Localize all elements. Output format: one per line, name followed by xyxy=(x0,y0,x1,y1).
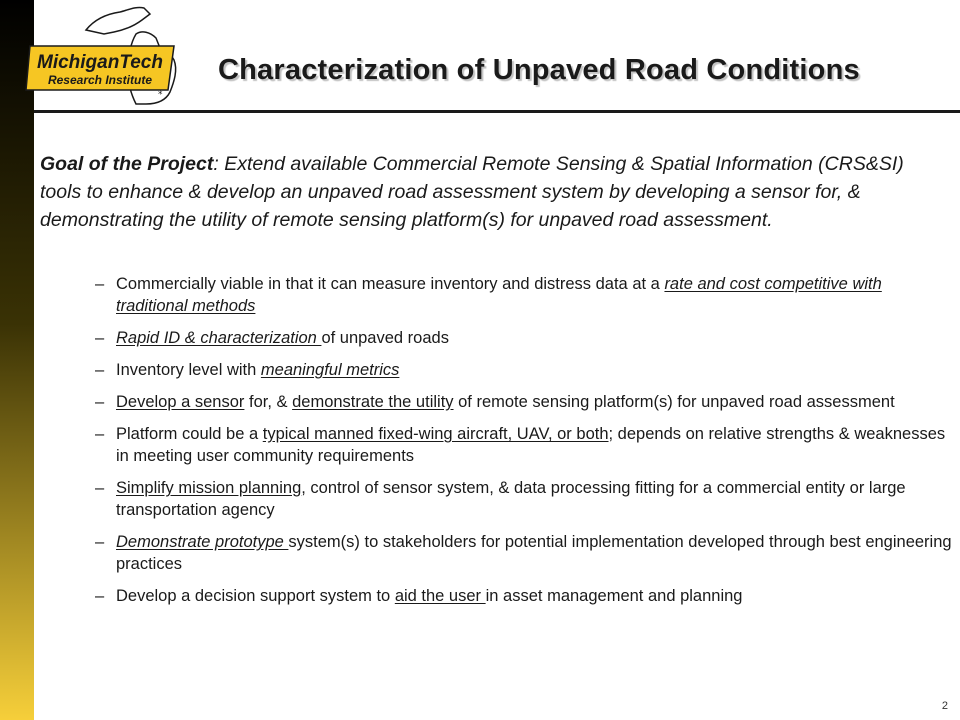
bullet-item xyxy=(95,273,955,317)
bullet-text: for, & xyxy=(244,393,293,411)
page-title: Characterization of Unpaved Road Conditions xyxy=(218,54,860,86)
goal-label: Goal of the Project xyxy=(40,153,214,175)
bullet-text: , control of sensor system, & data processing fitting for a commercial entity or large transportation agency xyxy=(116,479,906,519)
page-number: 2 xyxy=(941,700,948,712)
bullet-emphasis: typical manned fixed-wing aircraft, UAV, or both xyxy=(262,425,609,443)
bullet-item xyxy=(95,391,955,413)
bullet-text: Commercially viable in that it can measure inventory and distress data at a xyxy=(116,275,665,293)
bullet-emphasis: demonstrate the utility xyxy=(292,393,454,411)
bullet-dash: – xyxy=(95,361,105,379)
bullet-text: of remote sensing platform(s) for unpaved road assessment xyxy=(453,393,895,411)
bullet-item xyxy=(95,423,955,467)
logo-line1: MichiganTech xyxy=(37,52,163,73)
goal-paragraph xyxy=(40,150,920,234)
bullet-text: in asset management and planning xyxy=(485,587,743,605)
bullet-emphasis: Rapid ID & characterization xyxy=(116,329,322,347)
bullet-dash: – xyxy=(95,393,105,411)
bullet-dash: – xyxy=(95,425,105,443)
bullet-text: of unpaved roads xyxy=(321,329,449,347)
bullet-emphasis: Simplify mission planning xyxy=(116,479,302,497)
bullet-dash: – xyxy=(95,479,105,497)
bullet-item xyxy=(95,477,955,521)
goal-text: Extend available Commercial Remote Sensing & Spatial Information (CRS&SI) tools to enhance & develop an unpaved road assessment system by developing a sensor for, & demonstrating the utility of remote sensing platform(s) for unpaved road assessment. xyxy=(40,153,904,231)
bullet-text: ; depends on relative strengths & weaknesses in meeting user community requirements xyxy=(116,425,946,465)
bullet-list xyxy=(95,273,955,617)
michigan-map-icon xyxy=(24,0,194,112)
bullet-item xyxy=(95,531,955,575)
bullet-item xyxy=(95,359,955,381)
bullet-text: system(s) to stakeholders for potential implementation developed through best engineering practices xyxy=(116,533,952,573)
bullet-text: Platform could be a xyxy=(116,425,263,443)
bullet-dash: – xyxy=(95,533,105,551)
bullet-emphasis: Demonstrate prototype xyxy=(116,533,289,551)
goal-colon: : xyxy=(213,153,219,175)
header-divider xyxy=(34,110,960,113)
michigan-tech-logo xyxy=(24,0,194,112)
bullet-item xyxy=(95,327,955,349)
bullet-item xyxy=(95,585,955,607)
bullet-text: Develop a decision support system to xyxy=(116,587,395,605)
bullet-emphasis: meaningful metrics xyxy=(260,361,400,379)
logo-line2: Research Institute xyxy=(47,73,153,87)
bullet-text: Inventory level with xyxy=(116,361,261,379)
svg-text:*: * xyxy=(158,90,163,100)
bullet-emphasis: rate and cost competitive with traditional methods xyxy=(116,275,882,315)
bullet-dash: – xyxy=(95,329,105,347)
bullet-emphasis: Develop a sensor xyxy=(116,393,245,411)
bullet-dash: – xyxy=(95,587,105,605)
bullet-emphasis: aid the user xyxy=(394,587,486,605)
bullet-dash: – xyxy=(95,275,105,293)
